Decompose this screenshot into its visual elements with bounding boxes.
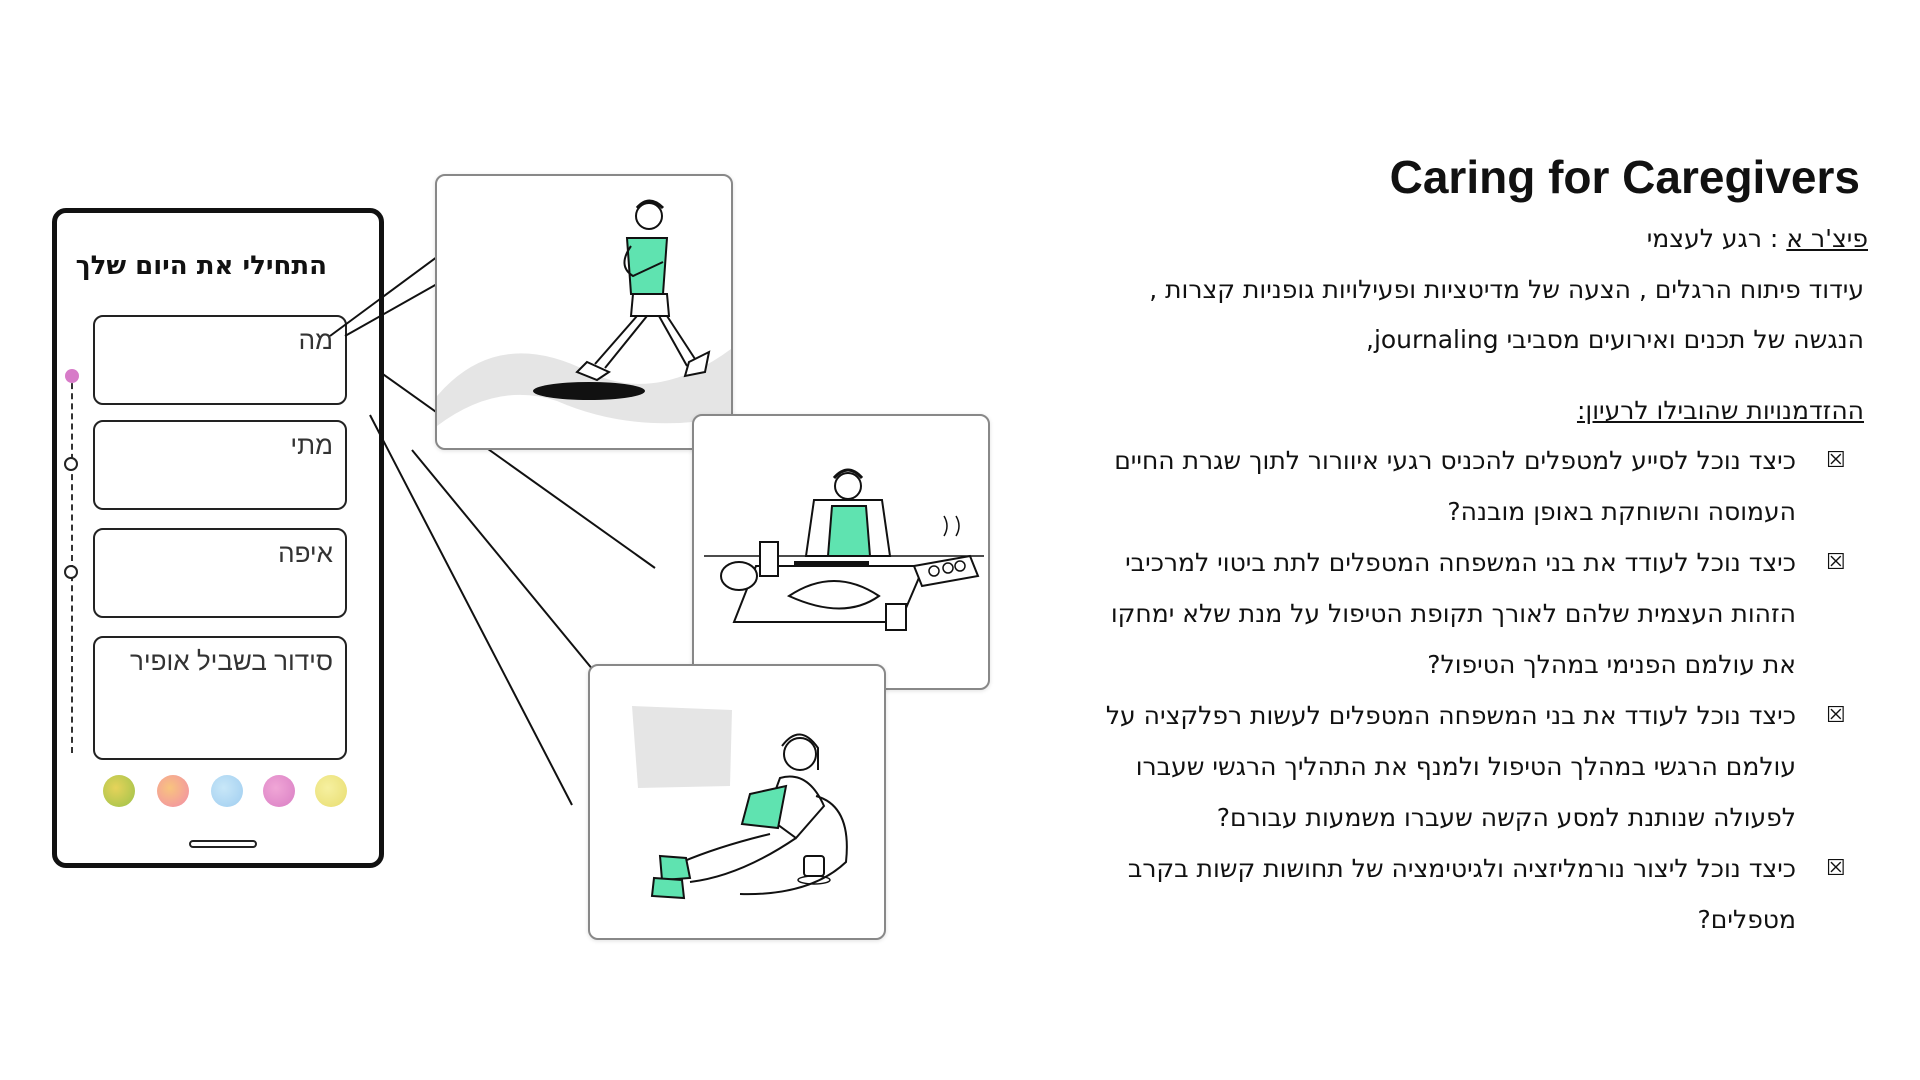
bullet-1-line-1: כיצד נוכל לסייע למטפלים להכניס רגעי איוורור לתוך שגרת החיים (1114, 446, 1796, 475)
baking-woman-illustration (694, 416, 990, 690)
when-label: מתי (290, 430, 333, 460)
bullet-2-line-2: הזהות העצמית שלהם לאורך תקופת הטיפול על מנת שלא ימחקו (1110, 599, 1796, 628)
bullet-1-line-2: העמוסה והשוחקת באופן מובנה? (1447, 497, 1796, 526)
bullet-checkbox-icon: ☒ (1826, 550, 1846, 575)
walking-woman-illustration (437, 176, 733, 450)
bullet-checkbox-icon: ☒ (1826, 856, 1846, 881)
arrangement-label: סידור בשביל אופיר (130, 646, 333, 676)
reading-woman-card (588, 664, 886, 940)
pitch-separator: : (1769, 224, 1779, 253)
where-label: איפה (278, 538, 333, 568)
bullet-4-line-2: מטפלים? (1697, 905, 1796, 934)
description-line-1: עידוד פיתוח הרגלים , הצעה של מדיטציות ופעילויות גופניות קצרות , (1149, 275, 1864, 304)
reading-woman-illustration (590, 666, 886, 940)
bullet-3-line-1: כיצד נוכל לעודד את בני המשפחה המטפלים לעשות רפלקציה על (1105, 701, 1796, 730)
what-label: מה (298, 325, 333, 355)
pitch-label: פיצ'ר א (1786, 224, 1868, 253)
phone-title: התחילי את היום שלך (75, 251, 327, 281)
bullet-3-line-3: לפעולה שנותנת למסע הקשה שעברו משמעות עבורם? (1216, 803, 1796, 832)
pitch-line (1647, 224, 1868, 253)
bullet-checkbox-icon: ☒ (1826, 703, 1846, 728)
opportunities-heading: ההזדמנויות שהובילו לרעיון: (1576, 396, 1864, 425)
walking-woman-card (435, 174, 733, 450)
bullet-2-line-1: כיצד נוכל לעודד את בני המשפחה המטפלים לתת ביטוי למרכיבי (1125, 548, 1796, 577)
slide-title: Caring for Caregivers (1389, 151, 1860, 203)
description-line-2: הנגשה של תכנים ואירועים מסביבי journaling, (1365, 325, 1864, 354)
bullet-4-line-1: כיצד נוכל ליצור נורמליזציה ולגיטימציה של תחושות קשות בקרב (1127, 854, 1796, 883)
bullet-2-line-3: את עולמם הפנימי במהלך הטיפול? (1427, 650, 1796, 679)
bullet-3-line-2: עולמם הרגשי במהלך הטיפול ולמנף את התהליך הרגשי שעברו (1135, 752, 1796, 781)
bullet-checkbox-icon: ☒ (1826, 448, 1846, 473)
pitch-name: רגע לעצמי (1646, 224, 1762, 253)
baking-woman-card (692, 414, 990, 690)
